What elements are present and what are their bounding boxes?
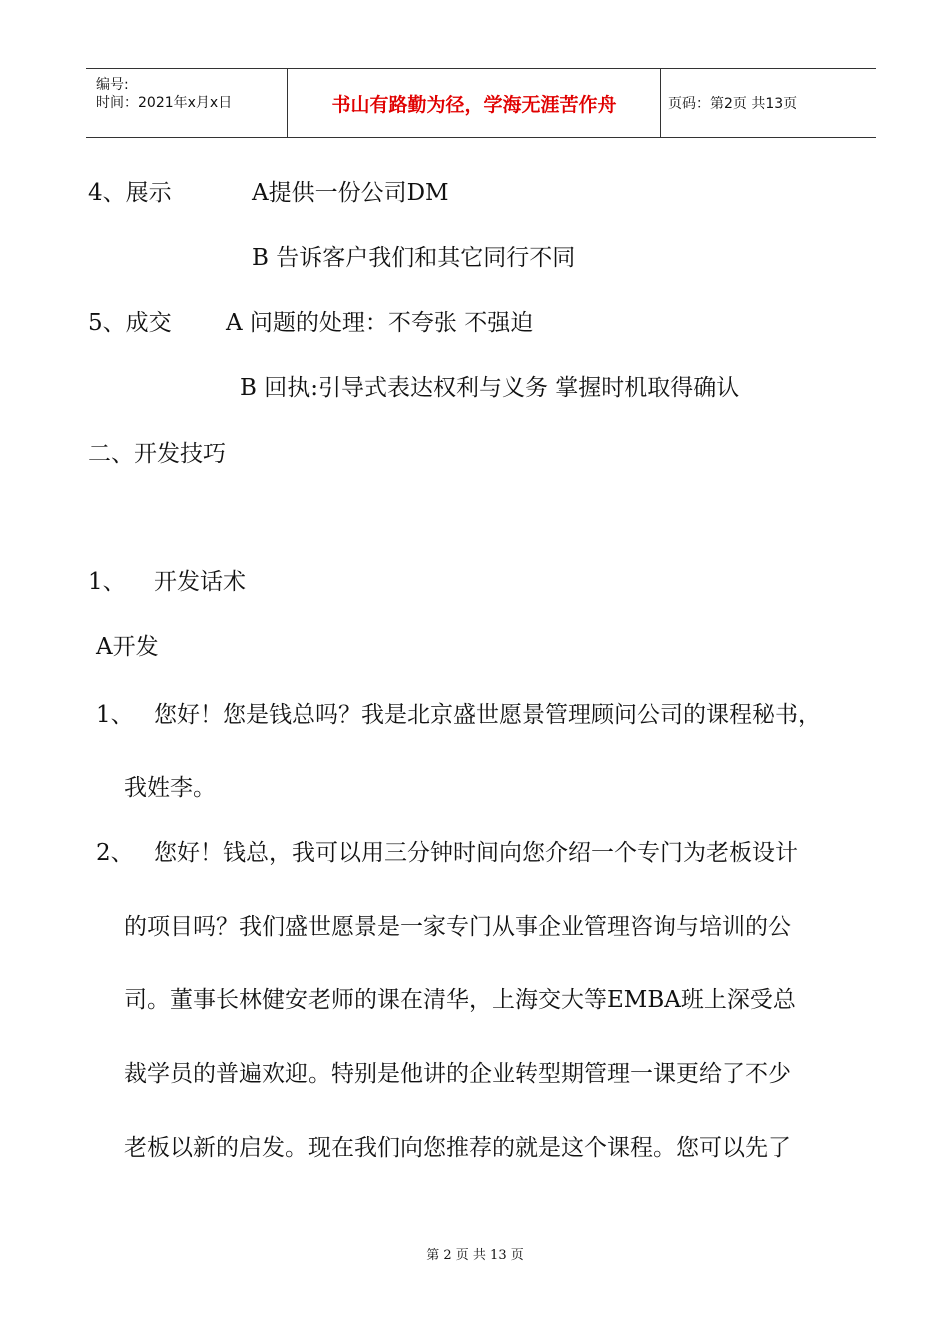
header-info-cell: [86, 69, 286, 137]
time-label: 时间：2021年x月x日: [96, 95, 233, 111]
para-1-line-1: 您好！您是钱总吗？我是北京盛世愿景管理顾问公司的课程秘书，: [154, 702, 821, 728]
line-5-label: A 问题的处理：不夸张 不强迫: [226, 310, 534, 336]
para-2-line-2: 的项目吗？我们盛世愿景是一家专门从事企业管理咨询与培训的公: [124, 914, 791, 940]
header-page-info: 页码：第2页 共13页: [668, 96, 798, 112]
line-4-label: A提供一份公司DM: [252, 180, 449, 206]
line-4-num: 4、展示: [88, 180, 172, 206]
para-2-num: 2、: [96, 840, 134, 866]
para-2-line-5: 老板以新的启发。现在我们向您推荐的就是这个课程。您可以先了: [124, 1135, 791, 1161]
number-label: 编号:: [96, 77, 129, 93]
para-2-line-4: 裁学员的普遍欢迎。特别是他讲的企业转型期管理一课更给了不少: [124, 1061, 791, 1087]
page-header: [86, 68, 876, 138]
para-1-line-2: 我姓李。: [124, 775, 216, 801]
header-divider: [660, 69, 661, 137]
para-2-line-3: 司。董事长林健安老师的课在清华，上海交大等EMBA班上深受总: [124, 987, 796, 1013]
subheading: A开发: [96, 634, 159, 660]
para-2-line-1: 您好！钱总，我可以用三分钟时间向您介绍一个专门为老板设计: [154, 840, 798, 866]
line-5-num: 5、成交: [88, 310, 172, 336]
line-4b-label: B 告诉客户我们和其它同行不同: [252, 245, 576, 271]
page-footer: 第 2 页 共 13 页: [426, 1248, 524, 1263]
section-heading: 二、开发技巧: [88, 441, 226, 467]
item-1-text: 开发话术: [154, 569, 246, 595]
para-1-num: 1、: [96, 702, 134, 728]
item-1-num: 1、: [88, 569, 126, 595]
line-5b-label: B 回执:引导式表达权利与义务 掌握时机取得确认: [240, 375, 740, 401]
header-motto: 书山有路勤为径，学海无涯苦作舟: [331, 93, 617, 116]
